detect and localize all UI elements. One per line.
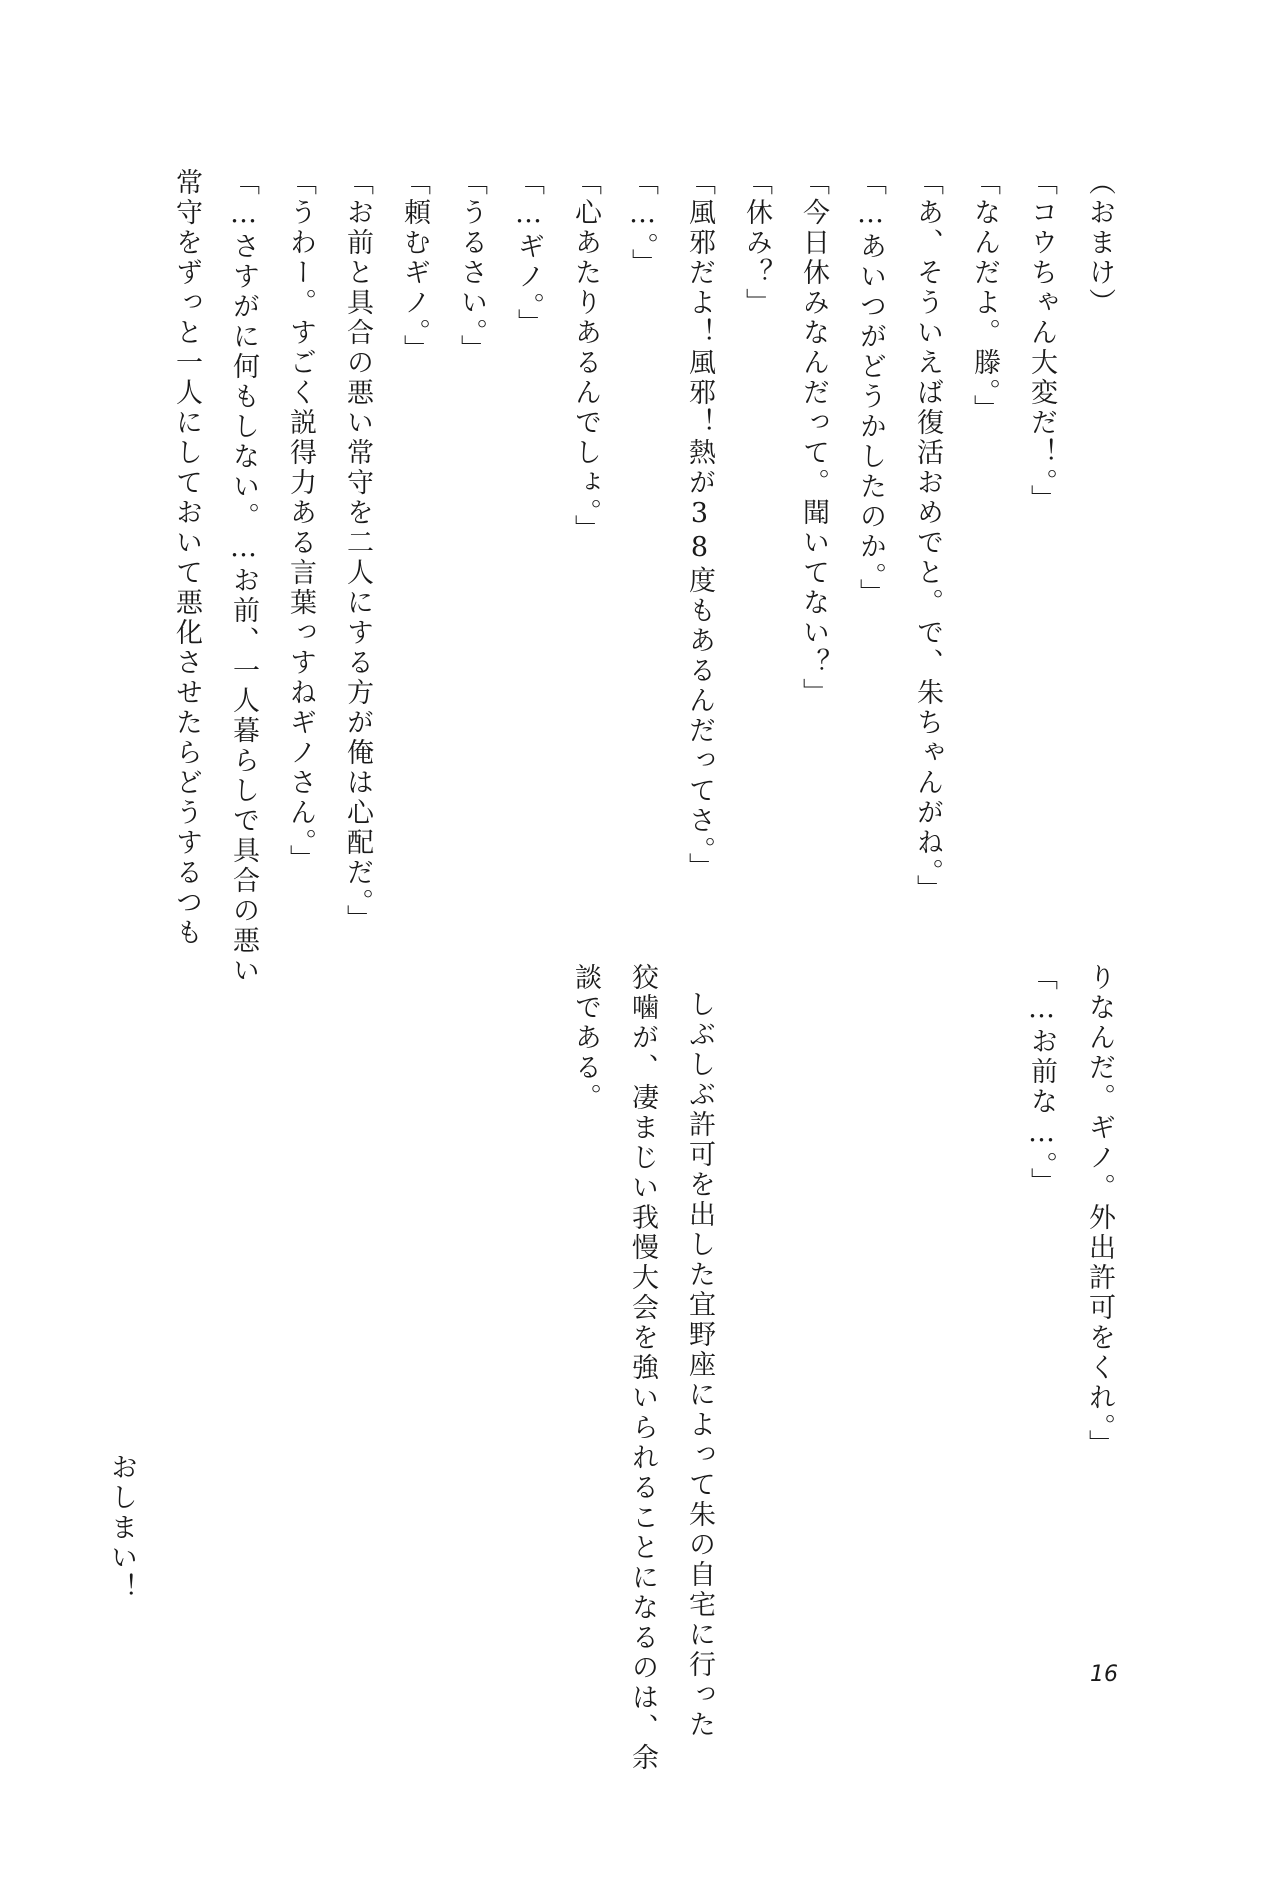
dialogue-line: 「コウちゃん大変だ！。」	[1026, 168, 1057, 515]
dialogue-line: 「心あたりあるんでしょ。」	[570, 168, 601, 545]
narration-line: しぶしぶ許可を出した宜野座によって朱の自宅に行った	[684, 990, 715, 1740]
narration-line: 狡噛が、凄まじい我慢大会を強いられることになるのは、余	[627, 963, 658, 1773]
dialogue-line: 「今日休みなんだって。聞いてない？」	[798, 168, 829, 708]
dialogue-line: 常守をずっと一人にしておいて悪化させたらどうするつも	[171, 168, 202, 948]
dialogue-line: 「休み？」	[741, 168, 772, 318]
ending-text: おしまい！	[106, 1453, 137, 1603]
page-number: 16	[1090, 1662, 1118, 1687]
dialogue-line: 「あ、そういえば復活おめでと。で、朱ちゃんがね。」	[912, 168, 943, 905]
dialogue-line: りなんだ。ギノ。外出許可をくれ。」	[1084, 963, 1115, 1460]
dialogue-line: 「なんだよ。滕。」	[969, 168, 1000, 425]
dialogue-line: 「…あいつがどうかしたのか。」	[855, 168, 886, 609]
dialogue-line: 「…。」	[627, 168, 658, 279]
dialogue-line: 「…お前な…。」	[1026, 963, 1057, 1198]
dialogue-line: 「…ギノ。」	[513, 168, 544, 339]
dialogue-line: 「うわー。すごく説得力ある言葉っすねギノさん。」	[285, 168, 316, 875]
dialogue-line: 「風邪だよ！風邪！熱が38度もあるんだってさ。」	[684, 168, 715, 883]
dialogue-line: 「うるさい。」	[456, 168, 487, 365]
narration-line: 談である。	[570, 963, 601, 1113]
dialogue-line: 「…さすがに何もしない。…お前、一人暮らしで具合の悪い	[228, 168, 259, 986]
heading-omake: （おまけ）	[1084, 168, 1115, 318]
dialogue-line: 「頼むギノ。」	[399, 168, 430, 365]
dialogue-line: 「お前と具合の悪い常守を二人にする方が俺は心配だ。」	[342, 168, 373, 935]
